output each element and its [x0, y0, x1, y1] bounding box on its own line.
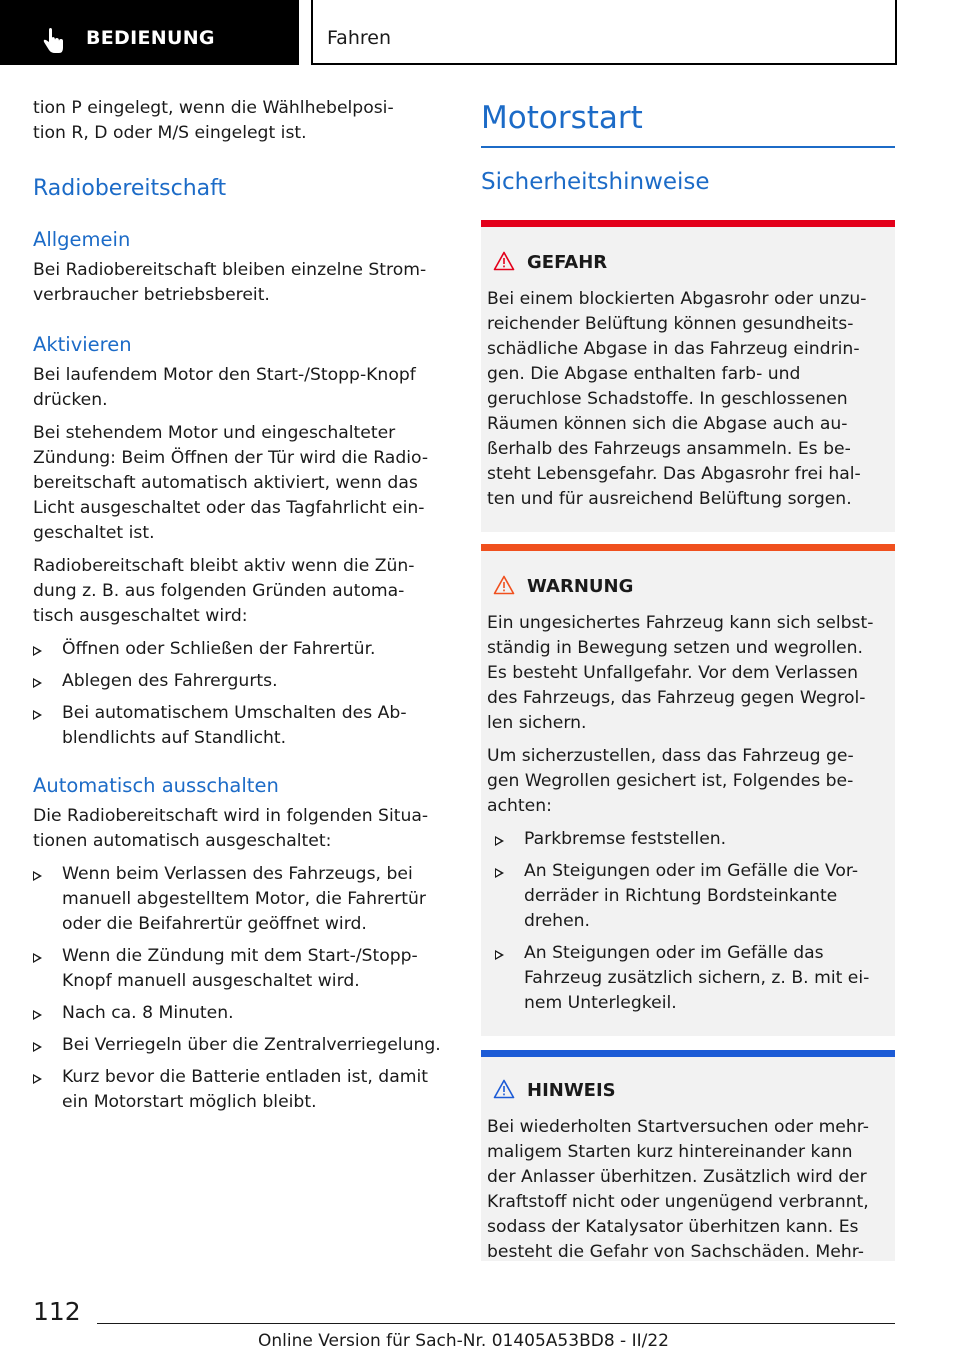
- section-label: BEDIENUNG: [86, 27, 215, 49]
- hinweis-text: Bei wiederholten Startversuchen oder mehr- maligem Starten kurz hintereinander kann der Anlasser überhitzen. Zusätzlich wird der Kraftstoff nicht oder ungenügend verbrannt, sodass der Katalysator überhitzen kann. Es besteht die Gefahr von Sachschäden. Mehr-: [487, 1117, 869, 1261]
- ausschalten-p1: Die Radiobereitschaft wird in folgenden Situa- tionen automatisch ausgeschaltet:: [33, 806, 429, 851]
- list-item: Öffnen oder Schließen der Fahrertür.: [33, 637, 448, 662]
- bullet-triangle-icon: [33, 1010, 42, 1020]
- page-title: Motorstart: [481, 100, 643, 136]
- hinweis-bar: [481, 1050, 895, 1057]
- warning-triangle-icon: [493, 251, 515, 271]
- warnung-p2: Um sicherzustellen, dass das Fahrzeug ge- gen Wegrollen gesichert ist, Folgendes be- achten:: [487, 746, 854, 816]
- bullet-triangle-icon: [33, 871, 42, 881]
- subheading-automatisch-ausschalten: Automatisch ausschalten: [33, 774, 279, 797]
- subheading-aktivieren: Aktivieren: [33, 333, 132, 356]
- touch-finger-icon: [40, 28, 66, 54]
- aktivieren-list: [33, 637, 448, 751]
- warnung-box: [481, 544, 895, 1036]
- allgemein-text: Bei Radiobereitschaft bleiben einzelne Strom- verbraucher betriebsbereit.: [33, 260, 427, 305]
- bullet-triangle-icon: [33, 1074, 42, 1084]
- gefahr-box: [481, 220, 895, 532]
- footer-text: Online Version für Sach-Nr. 01405A53BD8 - II/22: [258, 1331, 669, 1351]
- section-tab: [0, 0, 299, 65]
- list-item: Nach ca. 8 Minuten.: [33, 1001, 448, 1026]
- subtitle-sicherheitshinweise: Sicherheitshinweise: [481, 169, 710, 195]
- aktivieren-p3: Radiobereitschaft bleibt aktiv wenn die Zün- dung z. B. aus folgenden Gründen automa- tisch ausgeschaltet wird:: [33, 556, 415, 626]
- warnung-bar: [481, 544, 895, 551]
- warnung-p1: Ein ungesichertes Fahrzeug kann sich selbst- ständig in Bewegung setzen und wegrollen. Es besteht Unfallgefahr. Vor dem Verlassen des Fahrzeugs, das Fahrzeug gegen Wegrol- len sichern.: [487, 613, 874, 733]
- list-item: Bei automatischem Umschalten des Ab- blendlichts auf Standlicht.: [33, 701, 448, 751]
- gefahr-text: Bei einem blockierten Abgasrohr oder unzu- reichender Belüftung können gesundheits- schädliche Abgase in das Fahrzeug eindrin- gen. Die Abgase enthalten farb- und geruchlose Schadstoffe. In geschlossenen Räumen können sich die Abgase auch au- ßerhalb des Fahrzeugs ansammeln. Es be- steht Lebensgefahr. Das Abgasrohr frei hal- ten und für ausreichend Belüftung sorgen.: [487, 289, 867, 509]
- list-item: Parkbremse feststellen.: [495, 827, 889, 852]
- heading-radiobereitschaft: Radiobereitschaft: [33, 176, 227, 201]
- page-header: [0, 0, 960, 66]
- gefahr-title: GEFAHR: [487, 251, 889, 275]
- bullet-triangle-icon: [33, 1042, 42, 1052]
- subheading-allgemein: Allgemein: [33, 228, 131, 251]
- chapter-tab: [311, 0, 897, 65]
- aktivieren-p1: Bei laufendem Motor den Start-/Stopp-Knopf drücken.: [33, 365, 416, 410]
- footer-rule: [97, 1323, 895, 1324]
- warning-triangle-icon: [493, 1079, 515, 1099]
- list-item: Bei Verriegeln über die Zentralverriegelung.: [33, 1033, 448, 1058]
- bullet-triangle-icon: [495, 868, 504, 878]
- bullet-triangle-icon: [33, 710, 42, 720]
- warnung-title: WARNUNG: [487, 575, 889, 599]
- list-item: An Steigungen oder im Gefälle das Fahrzeug zusätzlich sichern, z. B. mit ei- nem Unterlegkeil.: [495, 941, 889, 1016]
- bullet-triangle-icon: [33, 646, 42, 656]
- bullet-triangle-icon: [33, 678, 42, 688]
- hinweis-box: [481, 1050, 895, 1261]
- aktivieren-p2: Bei stehendem Motor und eingeschalteter Zündung: Beim Öffnen der Tür wird die Radio- bereitschaft automatisch aktiviert, wenn das Licht ausgeschaltet oder das Tagfahrlicht ein- geschaltet ist.: [33, 423, 429, 543]
- left-column: [33, 96, 448, 1115]
- bullet-triangle-icon: [495, 836, 504, 846]
- continued-paragraph: tion P eingelegt, wenn die Wählhebelposi- tion R, D oder M/S eingelegt ist.: [33, 98, 394, 143]
- warning-triangle-icon: [493, 575, 515, 595]
- warnung-list: [495, 827, 889, 1016]
- list-item: Wenn die Zündung mit dem Start-/Stopp- Knopf manuell ausgeschaltet wird.: [33, 944, 448, 994]
- bullet-triangle-icon: [33, 953, 42, 963]
- page-number: 112: [33, 1297, 81, 1326]
- list-item: Kurz bevor die Batterie entladen ist, damit ein Motorstart möglich bleibt.: [33, 1065, 448, 1115]
- bullet-triangle-icon: [495, 950, 504, 960]
- title-rule: [481, 146, 895, 148]
- right-column: [481, 98, 895, 1261]
- gefahr-bar: [481, 220, 895, 227]
- list-item: Ablegen des Fahrergurts.: [33, 669, 448, 694]
- hinweis-title: HINWEIS: [487, 1079, 889, 1103]
- chapter-label: Fahren: [327, 27, 391, 49]
- list-item: An Steigungen oder im Gefälle die Vor- derräder in Richtung Bordsteinkante drehen.: [495, 859, 889, 934]
- ausschalten-list: [33, 862, 448, 1115]
- list-item: Wenn beim Verlassen des Fahrzeugs, bei manuell abgestelltem Motor, die Fahrertür oder die Beifahrertür geöffnet wird.: [33, 862, 448, 937]
